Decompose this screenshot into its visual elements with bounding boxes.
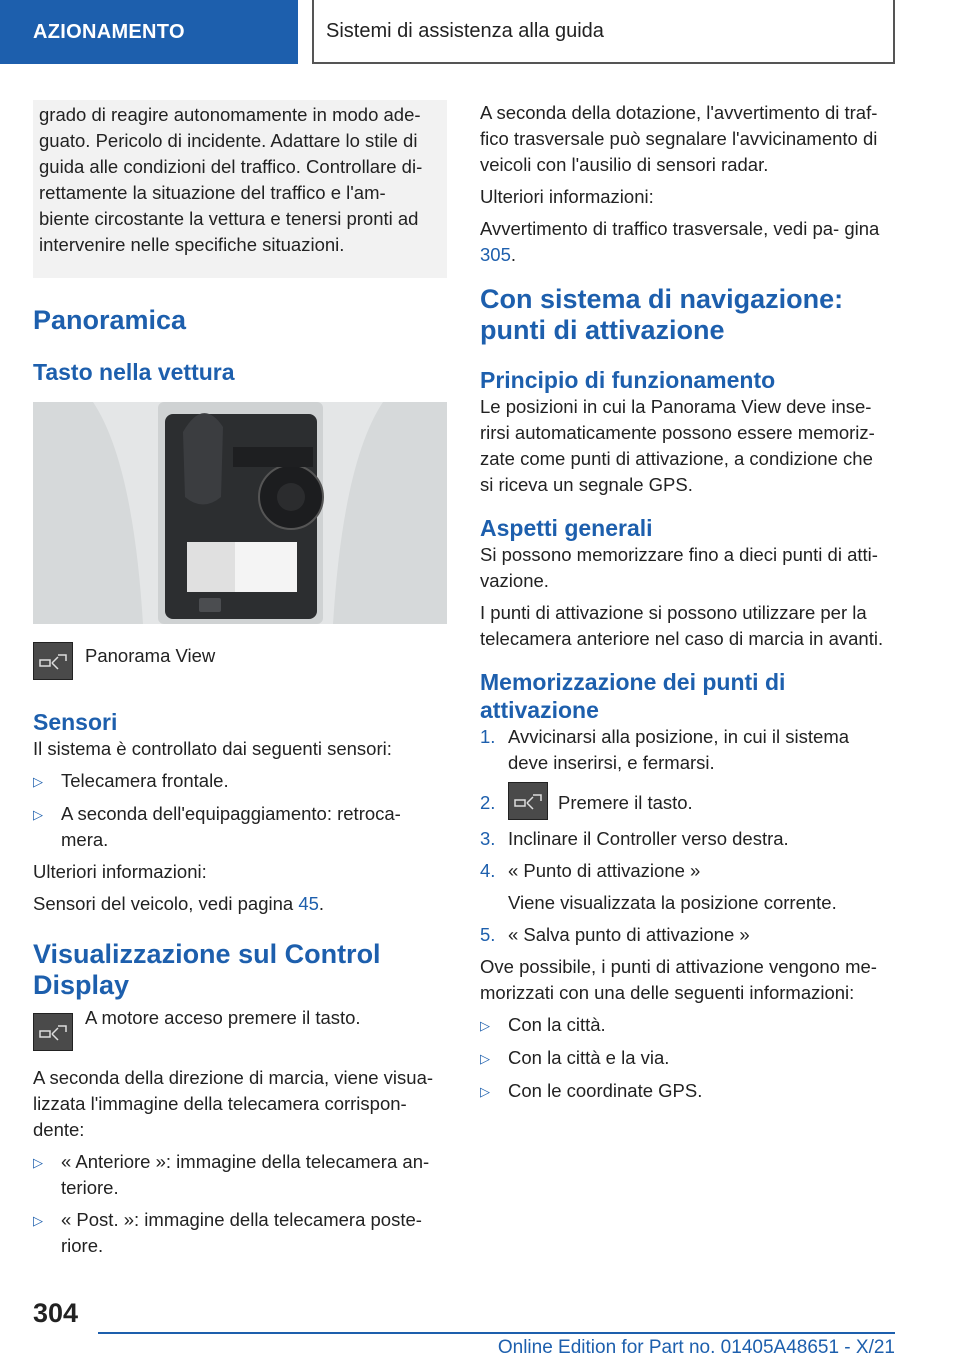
motore-text: A motore acceso premere il tasto. [85, 1007, 361, 1028]
step-item: 1. Avvicinarsi alla posizione, in cui il sistema deve inserirsi, e fermarsi. [480, 726, 850, 773]
panorama-key-row [33, 642, 447, 680]
list-item: ▷ Con la città e la via. [480, 1045, 890, 1072]
camera-view-icon [508, 782, 548, 820]
right-column [480, 100, 890, 1111]
heading-visualizzazione: Visualizzazione sul Control Display [33, 939, 381, 1000]
step-item: 3. Inclinare il Controller verso destra. [480, 828, 789, 849]
ove-text: Ove possibile, i punti di attivazione vengono me‐ morizzati con una delle seguenti informazioni: [480, 956, 877, 1003]
chapter-title: Sistemi di assistenza alla guida [326, 19, 604, 42]
section-title: AZIONAMENTO [33, 20, 185, 43]
heading-sensori: Sensori [33, 709, 118, 735]
list-item: ▷ Telecamera frontale. [33, 768, 447, 795]
direzione-text: A seconda della direzione di marcia, viene visua‐ lizzata l'immagine della telecamera corrispon‐ dente: [33, 1067, 434, 1140]
console-photo [33, 402, 447, 624]
triangle-right-icon: ▷ [33, 774, 43, 789]
triangle-right-icon: ▷ [480, 1018, 490, 1033]
footer-divider [98, 1332, 895, 1334]
page-link-45[interactable]: 45 [298, 893, 319, 914]
control-display-key-row [33, 1007, 447, 1051]
step-item: 4. « Punto di attivazione » [480, 860, 701, 881]
list-item: ▷ Con la città. [480, 1012, 890, 1039]
console-illustration [33, 402, 447, 624]
warning-box [33, 100, 447, 278]
list-item: ▷ Con le coordinate GPS. [480, 1078, 890, 1105]
triangle-right-icon: ▷ [480, 1084, 490, 1099]
sensori-reference: Sensori del veicolo, vedi pagina 45. [33, 893, 325, 914]
heading-memorizzazione: Memorizzazione dei punti di attivazione [480, 669, 786, 723]
page-number: 304 [33, 1298, 79, 1328]
chapter-title-box [312, 0, 895, 64]
step-subtext: Viene visualizzata la posizione corrente. [508, 892, 837, 913]
panorama-label: Panorama View [85, 645, 216, 666]
triangle-right-icon: ▷ [33, 1213, 43, 1228]
aspetti-text-2: I punti di attivazione si possono utilizzare per la telecamera anteriore nel caso di marcia in avanti. [480, 602, 884, 649]
triangle-right-icon: ▷ [33, 807, 43, 822]
triangle-right-icon: ▷ [480, 1051, 490, 1066]
step-item: 2. Premere il tasto. [480, 782, 890, 820]
ulteriori-label: Ulteriori informazioni: [480, 186, 654, 207]
intro-text: A seconda della dotazione, l'avvertimento di traf‐ fico trasversale può segnalare l'avvicinamento di veicoli con l'ausilio di sensori radar. [480, 102, 878, 175]
list-item: ▷ A seconda dell'equipaggiamento: retroca‐ mera. [33, 801, 447, 853]
heading-tasto: Tasto nella vettura [33, 359, 235, 385]
step-item: 5. « Salva punto di attivazione » [480, 924, 750, 945]
triangle-right-icon: ▷ [33, 1155, 43, 1170]
heading-panoramica: Panoramica [33, 305, 187, 335]
camera-view-icon [33, 1013, 73, 1051]
warning-text: grado di reagire autonomamente in modo ade‐ guato. Pericolo di incidente. Adattare lo stile di guida alle condizioni del traffico. Controllare di‐ rettamente la situazione del traffico e l'am‐ biente circostante la vettura e tenersi pronti ad intervenire nelle specifiche situazioni. [39, 104, 423, 255]
sensori-intro: Il sistema è controllato dai seguenti sensori: [33, 738, 392, 759]
list-item: ▷ « Anteriore »: immagine della telecamera an‐ teriore. [33, 1149, 447, 1201]
heading-navigazione: Con sistema di navigazione: punti di attivazione [480, 284, 844, 345]
heading-aspetti: Aspetti generali [480, 515, 653, 541]
left-column [33, 100, 447, 1265]
section-tab [0, 0, 298, 64]
page-link-305[interactable]: 305 [480, 244, 511, 265]
footer-edition: Online Edition for Part no. 01405A48651 - X/21 [497, 1337, 895, 1358]
list-item: ▷ « Post. »: immagine della telecamera poste‐ riore. [33, 1207, 447, 1259]
ulteriori-label: Ulteriori informazioni: [33, 861, 207, 882]
camera-view-icon [33, 642, 73, 680]
traffico-reference: Avvertimento di traffico trasversale, vedi pa‐ gina 305. [480, 218, 880, 265]
aspetti-text-1: Si possono memorizzare fino a dieci punti di atti‐ vazione. [480, 544, 878, 591]
principio-text: Le posizioni in cui la Panorama View deve inse‐ rirsi automaticamente possono essere memoriz‐ zate come punti di attivazione, a condizione che si riceva un segnale GPS. [480, 396, 875, 495]
heading-principio: Principio di funzionamento [480, 367, 776, 393]
